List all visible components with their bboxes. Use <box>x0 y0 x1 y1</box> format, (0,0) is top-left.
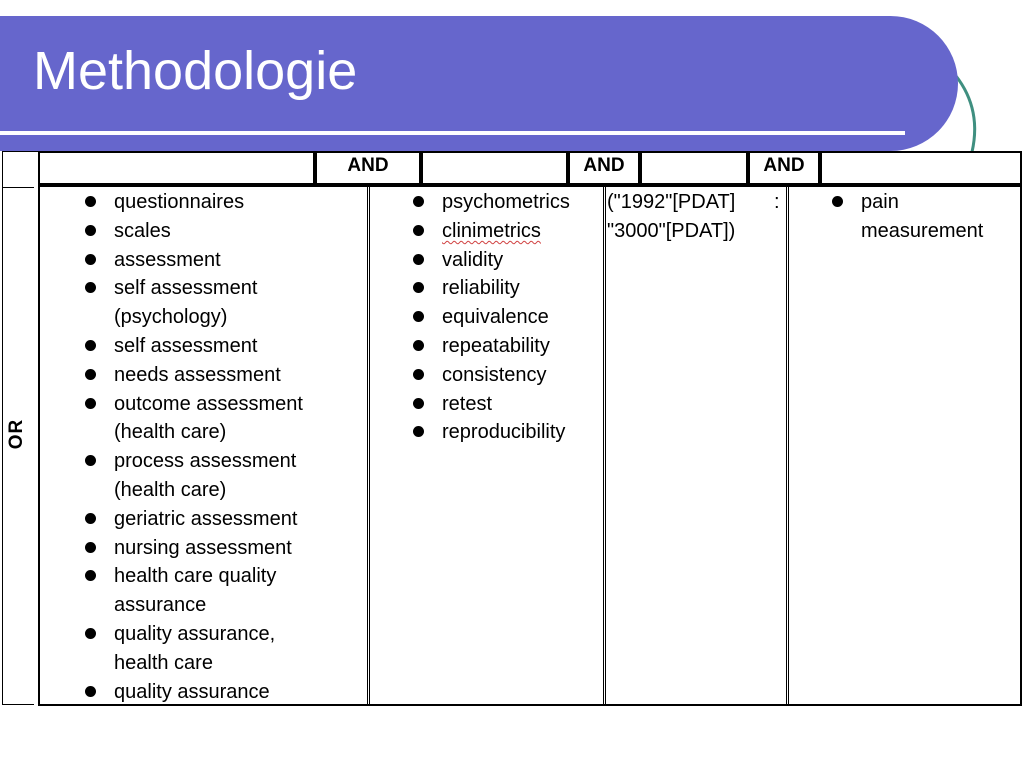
psychometric-terms-list <box>408 188 608 447</box>
list-item <box>80 361 365 390</box>
list-item-text: validity <box>442 248 504 271</box>
and-operator-1: AND <box>313 151 423 185</box>
column-divider-1 <box>367 187 370 706</box>
list-item <box>408 418 608 447</box>
list-item-continuation: (psychology) <box>114 306 228 329</box>
list-item-text: needs assessment <box>114 363 281 386</box>
list-item <box>827 188 1022 246</box>
list-item <box>80 217 365 246</box>
list-item <box>408 188 608 217</box>
list-item-text: self assessment <box>114 334 258 357</box>
list-item <box>80 274 365 332</box>
title-underline <box>0 131 905 135</box>
list-item <box>80 188 365 217</box>
list-item-text: outcome assessment <box>114 392 303 415</box>
list-item-text: pain <box>861 191 899 213</box>
list-item-text: self assessment <box>114 277 258 300</box>
list-item <box>80 390 365 448</box>
list-item-continuation: (health care) <box>114 478 227 501</box>
or-label: OR <box>6 418 27 450</box>
list-item-text: clinimetrics <box>442 219 541 242</box>
list-item-text: nursing assessment <box>114 536 292 559</box>
list-item <box>80 447 365 505</box>
and-operator-2: AND <box>566 151 642 185</box>
list-item-continuation: (health care) <box>114 421 227 444</box>
list-item-text: consistency <box>442 363 547 386</box>
list-item <box>408 332 608 361</box>
list-item-text: psychometrics <box>442 191 570 213</box>
list-item <box>408 361 608 390</box>
list-item-text: scales <box>114 219 171 242</box>
date-range-colon: : <box>774 191 780 213</box>
list-item-text: reliability <box>442 277 520 300</box>
list-item <box>408 217 608 246</box>
list-item <box>80 678 365 707</box>
list-item <box>80 562 365 620</box>
list-item-continuation: measurement <box>861 219 984 242</box>
list-item-text: health care quality <box>114 565 277 588</box>
list-item <box>408 390 608 419</box>
list-item <box>80 246 365 275</box>
list-item <box>408 274 608 303</box>
list-item-continuation: health care <box>114 651 213 674</box>
table-header-row <box>38 151 1022 185</box>
page-title: Methodologie <box>33 41 358 101</box>
list-item-text: assessment <box>114 248 221 271</box>
list-item-text: equivalence <box>442 306 549 329</box>
table-corner-cell <box>2 151 38 187</box>
list-item <box>80 620 365 678</box>
list-item-text: process assessment <box>114 450 297 473</box>
date-range-cell <box>607 188 789 246</box>
and-operator-3: AND <box>746 151 822 185</box>
assessment-terms-list <box>80 188 365 706</box>
list-item <box>80 332 365 361</box>
date-range-start: ("1992"[PDAT] <box>607 191 736 213</box>
list-item-text: repeatability <box>442 334 550 357</box>
pain-terms-list <box>827 188 1022 246</box>
list-item <box>408 246 608 275</box>
list-item <box>80 534 365 563</box>
date-range-end: "3000"[PDAT]) <box>607 219 736 242</box>
list-item-text: reproducibility <box>442 421 566 444</box>
list-item-text: quality assurance <box>114 680 270 703</box>
list-item-text: retest <box>442 392 493 415</box>
list-item-continuation: assurance <box>114 594 207 617</box>
list-item-text: questionnaires <box>114 191 245 213</box>
list-item-text: quality assurance, <box>114 622 276 645</box>
list-item-text: geriatric assessment <box>114 507 298 530</box>
list-item <box>80 505 365 534</box>
list-item <box>408 303 608 332</box>
column-divider-3 <box>786 187 789 706</box>
